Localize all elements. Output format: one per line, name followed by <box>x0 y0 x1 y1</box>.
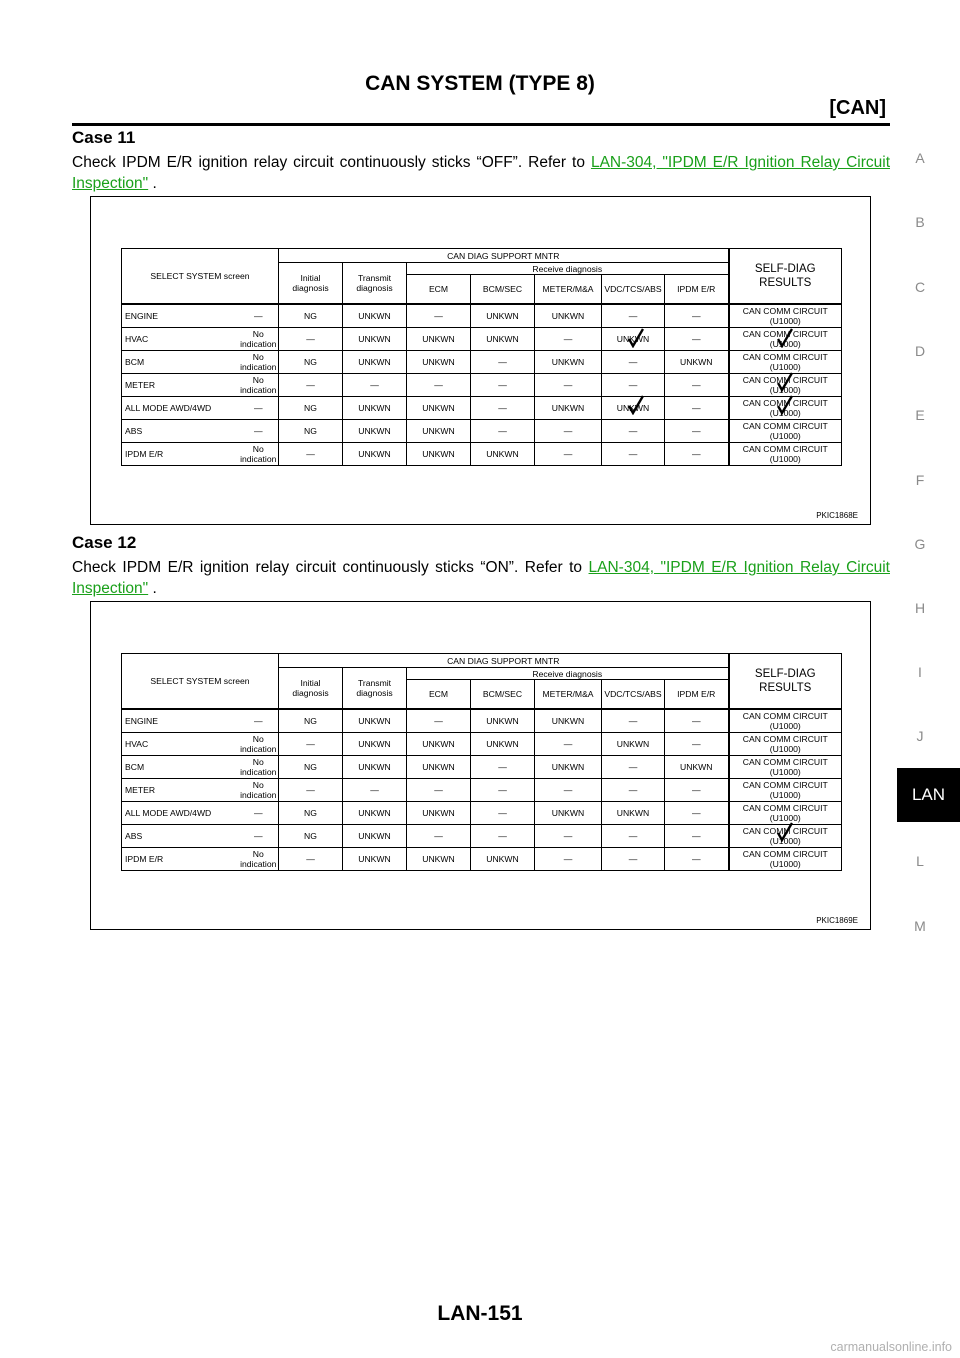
cell-meter: — <box>535 779 602 802</box>
cell-meter: — <box>535 374 602 397</box>
cell-initial: NG <box>279 756 343 779</box>
cell-ipdm: UNKWN <box>665 756 729 779</box>
cell-ecm: UNKWN <box>407 443 471 466</box>
cell-system: ALL MODE AWD/4WD <box>122 397 239 420</box>
cell-initial: — <box>279 779 343 802</box>
side-index-l[interactable]: L <box>916 853 924 869</box>
check-mark-icon <box>777 822 793 842</box>
cell-ipdm: — <box>665 802 729 825</box>
case-12-text-after: . <box>148 580 157 597</box>
cell-vdc: UNKWN <box>602 802 665 825</box>
cell-vdc: — <box>602 825 665 848</box>
cell-meter: UNKWN <box>535 709 602 733</box>
cell-sub: No indication <box>239 328 279 351</box>
cell-vdc: — <box>602 848 665 871</box>
cell-initial: — <box>279 374 343 397</box>
cell-system: ABS <box>122 420 239 443</box>
cell-self-diag: CAN COMM CIRCUIT (U1000) <box>729 733 842 756</box>
side-index-h[interactable]: H <box>914 600 926 616</box>
case-11-link[interactable]: LAN-304, "IPDM E/R Ignition Relay Circuit Inspection" <box>72 154 890 192</box>
cell-transmit: UNKWN <box>343 397 407 420</box>
cell-ecm: UNKWN <box>407 351 471 374</box>
side-index-b[interactable]: B <box>915 214 925 230</box>
cell-ipdm: — <box>665 733 729 756</box>
header-bcm-sec: BCM/SEC <box>471 275 535 305</box>
cell-vdc: UNKWN <box>602 328 665 351</box>
cell-system: IPDM E/R <box>122 848 239 871</box>
page-number: LAN-151 <box>437 1302 523 1325</box>
table-row <box>122 397 842 420</box>
cell-sub: No indication <box>239 443 279 466</box>
figure-code: PKIC1868E <box>816 511 858 520</box>
cell-meter: UNKWN <box>535 304 602 328</box>
cell-vdc: — <box>602 374 665 397</box>
cell-initial: NG <box>279 825 343 848</box>
cell-transmit: UNKWN <box>343 328 407 351</box>
cell-initial: — <box>279 733 343 756</box>
cell-ecm: UNKWN <box>407 397 471 420</box>
cell-bcm: UNKWN <box>471 328 535 351</box>
cell-ipdm: — <box>665 779 729 802</box>
cell-system: METER <box>122 779 239 802</box>
cell-self-diag: CAN COMM CIRCUIT (U1000) <box>729 420 842 443</box>
case-12-text-before: Check IPDM E/R ignition relay circuit continuously sticks “ON”. Refer to <box>72 559 589 576</box>
check-mark-icon <box>628 395 644 415</box>
header-transmit: Transmit diagnosis <box>343 263 407 305</box>
cell-transmit: UNKWN <box>343 825 407 848</box>
page-title: CAN SYSTEM (TYPE 8) <box>365 72 595 95</box>
cell-bcm: UNKWN <box>471 709 535 733</box>
case-11-text <box>72 152 890 194</box>
cell-sub: — <box>239 709 279 733</box>
cell-initial: NG <box>279 420 343 443</box>
cell-transmit: UNKWN <box>343 733 407 756</box>
cell-vdc: UNKWN <box>602 733 665 756</box>
cell-sub: No indication <box>239 779 279 802</box>
cell-system: METER <box>122 374 239 397</box>
cell-ipdm: — <box>665 420 729 443</box>
cell-initial: — <box>279 848 343 871</box>
header-vdc: VDC/TCS/ABS <box>602 275 665 305</box>
cell-bcm: — <box>471 779 535 802</box>
cell-ecm: UNKWN <box>407 756 471 779</box>
cell-self-diag: CAN COMM CIRCUIT (U1000) <box>729 779 842 802</box>
cell-ipdm: — <box>665 709 729 733</box>
header-ecm: ECM <box>407 680 471 710</box>
cell-ecm: — <box>407 779 471 802</box>
cell-ipdm: — <box>665 848 729 871</box>
cell-vdc: — <box>602 351 665 374</box>
cell-sub: No indication <box>239 374 279 397</box>
cell-bcm: UNKWN <box>471 443 535 466</box>
cell-initial: NG <box>279 709 343 733</box>
cell-system: BCM <box>122 351 239 374</box>
cell-initial: NG <box>279 802 343 825</box>
cell-ipdm: — <box>665 825 729 848</box>
case-12-text <box>72 557 890 599</box>
cell-bcm: — <box>471 756 535 779</box>
cell-ecm: — <box>407 825 471 848</box>
figure-case-12 <box>90 601 871 930</box>
cell-self-diag: CAN COMM CIRCUIT (U1000) <box>729 397 842 420</box>
cell-initial: NG <box>279 351 343 374</box>
cell-system: IPDM E/R <box>122 443 239 466</box>
cell-bcm: — <box>471 397 535 420</box>
cell-vdc: — <box>602 443 665 466</box>
cell-ecm: — <box>407 304 471 328</box>
table-row <box>122 420 842 443</box>
table-row <box>122 756 842 779</box>
header-self-diag: SELF-DIAG RESULTS <box>729 654 842 710</box>
header-ipdm: IPDM E/R <box>665 275 729 305</box>
cell-bcm: — <box>471 420 535 443</box>
side-index-e[interactable]: E <box>915 407 925 423</box>
table-row <box>122 328 842 351</box>
header-ecm: ECM <box>407 275 471 305</box>
header-self-diag: SELF-DIAG RESULTS <box>729 249 842 305</box>
side-index-a[interactable]: A <box>915 150 925 166</box>
diag-table <box>121 653 842 871</box>
check-mark-icon <box>777 328 793 348</box>
header-receive: Receive diagnosis <box>407 668 729 680</box>
cell-self-diag: CAN COMM CIRCUIT (U1000) <box>729 374 842 397</box>
cell-ipdm: UNKWN <box>665 351 729 374</box>
cell-vdc: — <box>602 304 665 328</box>
cell-vdc: — <box>602 709 665 733</box>
cell-meter: — <box>535 443 602 466</box>
table-row <box>122 802 842 825</box>
cell-bcm: UNKWN <box>471 733 535 756</box>
cell-sub: No indication <box>239 733 279 756</box>
cell-vdc: — <box>602 420 665 443</box>
check-mark-icon <box>777 372 793 392</box>
cell-vdc: — <box>602 756 665 779</box>
cell-self-diag: CAN COMM CIRCUIT (U1000) <box>729 351 842 374</box>
cell-ecm: UNKWN <box>407 848 471 871</box>
header-select-system: SELECT SYSTEM screen <box>122 654 279 710</box>
figure-case-11 <box>90 196 871 525</box>
side-index-lan-active[interactable]: LAN <box>897 768 960 822</box>
cell-self-diag: CAN COMM CIRCUIT (U1000) <box>729 848 842 871</box>
cell-system: ENGINE <box>122 709 239 733</box>
header-receive: Receive diagnosis <box>407 263 729 275</box>
table-row <box>122 825 842 848</box>
side-index-g[interactable]: G <box>914 536 926 552</box>
cell-ipdm: — <box>665 397 729 420</box>
case-11-text-before: Check IPDM E/R ignition relay circuit continuously sticks “OFF”. Refer to <box>72 154 591 171</box>
watermark: carmanualsonline.info <box>830 1340 952 1354</box>
cell-transmit: UNKWN <box>343 848 407 871</box>
cell-meter: UNKWN <box>535 351 602 374</box>
cell-sub: — <box>239 825 279 848</box>
cell-system: BCM <box>122 756 239 779</box>
case-12-title: Case 12 <box>72 533 137 552</box>
cell-sub: — <box>239 397 279 420</box>
header-initial: Initial diagnosis <box>279 668 343 710</box>
cell-bcm: UNKWN <box>471 848 535 871</box>
cell-meter: — <box>535 328 602 351</box>
cell-self-diag: CAN COMM CIRCUIT (U1000) <box>729 802 842 825</box>
header-meter-ma: METER/M&A <box>535 680 602 710</box>
cell-ipdm: — <box>665 443 729 466</box>
header-rule <box>72 123 890 126</box>
case-11-title: Case 11 <box>72 128 136 147</box>
cell-bcm: UNKWN <box>471 304 535 328</box>
cell-sub: — <box>239 802 279 825</box>
cell-self-diag: CAN COMM CIRCUIT (U1000) <box>729 709 842 733</box>
cell-transmit: — <box>343 779 407 802</box>
cell-sub: No indication <box>239 351 279 374</box>
cell-meter: — <box>535 848 602 871</box>
cell-transmit: UNKWN <box>343 351 407 374</box>
cell-sub: — <box>239 420 279 443</box>
header-meter-ma: METER/M&A <box>535 275 602 305</box>
table-row <box>122 733 842 756</box>
cell-bcm: — <box>471 825 535 848</box>
side-index-f[interactable]: F <box>915 472 925 488</box>
cell-bcm: — <box>471 351 535 374</box>
side-index-m[interactable]: M <box>914 918 926 934</box>
header-bcm-sec: BCM/SEC <box>471 680 535 710</box>
table-row <box>122 374 842 397</box>
cell-meter: — <box>535 733 602 756</box>
cell-transmit: UNKWN <box>343 802 407 825</box>
header-can-diag: CAN DIAG SUPPORT MNTR <box>279 654 729 668</box>
header-transmit: Transmit diagnosis <box>343 668 407 710</box>
cell-bcm: — <box>471 374 535 397</box>
cell-vdc: — <box>602 779 665 802</box>
header-initial: Initial diagnosis <box>279 263 343 305</box>
cell-transmit: — <box>343 374 407 397</box>
cell-system: ENGINE <box>122 304 239 328</box>
side-index-i[interactable]: I <box>918 664 922 680</box>
table-row <box>122 351 842 374</box>
table-row <box>122 709 842 733</box>
cell-self-diag: CAN COMM CIRCUIT (U1000) <box>729 756 842 779</box>
cell-self-diag: CAN COMM CIRCUIT (U1000) <box>729 825 842 848</box>
cell-sub: No indication <box>239 756 279 779</box>
header-ipdm: IPDM E/R <box>665 680 729 710</box>
cell-system: HVAC <box>122 733 239 756</box>
table-row <box>122 304 842 328</box>
cell-meter: UNKWN <box>535 756 602 779</box>
cell-transmit: UNKWN <box>343 420 407 443</box>
side-index-j[interactable]: J <box>916 728 924 744</box>
cell-transmit: UNKWN <box>343 443 407 466</box>
cell-self-diag: CAN COMM CIRCUIT (U1000) <box>729 328 842 351</box>
cell-ecm: UNKWN <box>407 802 471 825</box>
cell-ecm: UNKWN <box>407 420 471 443</box>
cell-ipdm: — <box>665 374 729 397</box>
cell-meter: — <box>535 825 602 848</box>
cell-ecm: — <box>407 374 471 397</box>
check-mark-icon <box>777 395 793 415</box>
figure-code: PKIC1869E <box>816 916 858 925</box>
cell-ecm: UNKWN <box>407 328 471 351</box>
cell-ipdm: — <box>665 328 729 351</box>
check-mark-icon <box>628 328 644 348</box>
cell-self-diag: CAN COMM CIRCUIT (U1000) <box>729 304 842 328</box>
section-tag: [CAN] <box>829 97 886 119</box>
cell-initial: — <box>279 328 343 351</box>
cell-transmit: UNKWN <box>343 709 407 733</box>
cell-self-diag: CAN COMM CIRCUIT (U1000) <box>729 443 842 466</box>
header-select-system: SELECT SYSTEM screen <box>122 249 279 305</box>
case-11-text-after: . <box>148 175 157 192</box>
header-can-diag: CAN DIAG SUPPORT MNTR <box>279 249 729 263</box>
table-row <box>122 443 842 466</box>
diag-table <box>121 248 842 466</box>
side-index-d[interactable]: D <box>914 343 926 359</box>
table-row <box>122 848 842 871</box>
cell-ecm: UNKWN <box>407 733 471 756</box>
cell-transmit: UNKWN <box>343 756 407 779</box>
table-row <box>122 779 842 802</box>
cell-meter: — <box>535 420 602 443</box>
cell-initial: — <box>279 443 343 466</box>
cell-system: HVAC <box>122 328 239 351</box>
cell-system: ABS <box>122 825 239 848</box>
header-vdc: VDC/TCS/ABS <box>602 680 665 710</box>
cell-ecm: — <box>407 709 471 733</box>
cell-meter: UNKWN <box>535 397 602 420</box>
cell-sub: — <box>239 304 279 328</box>
cell-system: ALL MODE AWD/4WD <box>122 802 239 825</box>
cell-initial: NG <box>279 397 343 420</box>
case-12-link[interactable]: LAN-304, "IPDM E/R Ignition Relay Circuit Inspection" <box>72 559 890 597</box>
cell-sub: No indication <box>239 848 279 871</box>
cell-bcm: — <box>471 802 535 825</box>
cell-vdc: UNKWN <box>602 397 665 420</box>
cell-meter: UNKWN <box>535 802 602 825</box>
cell-ipdm: — <box>665 304 729 328</box>
cell-transmit: UNKWN <box>343 304 407 328</box>
cell-initial: NG <box>279 304 343 328</box>
side-index-c[interactable]: C <box>914 279 926 295</box>
